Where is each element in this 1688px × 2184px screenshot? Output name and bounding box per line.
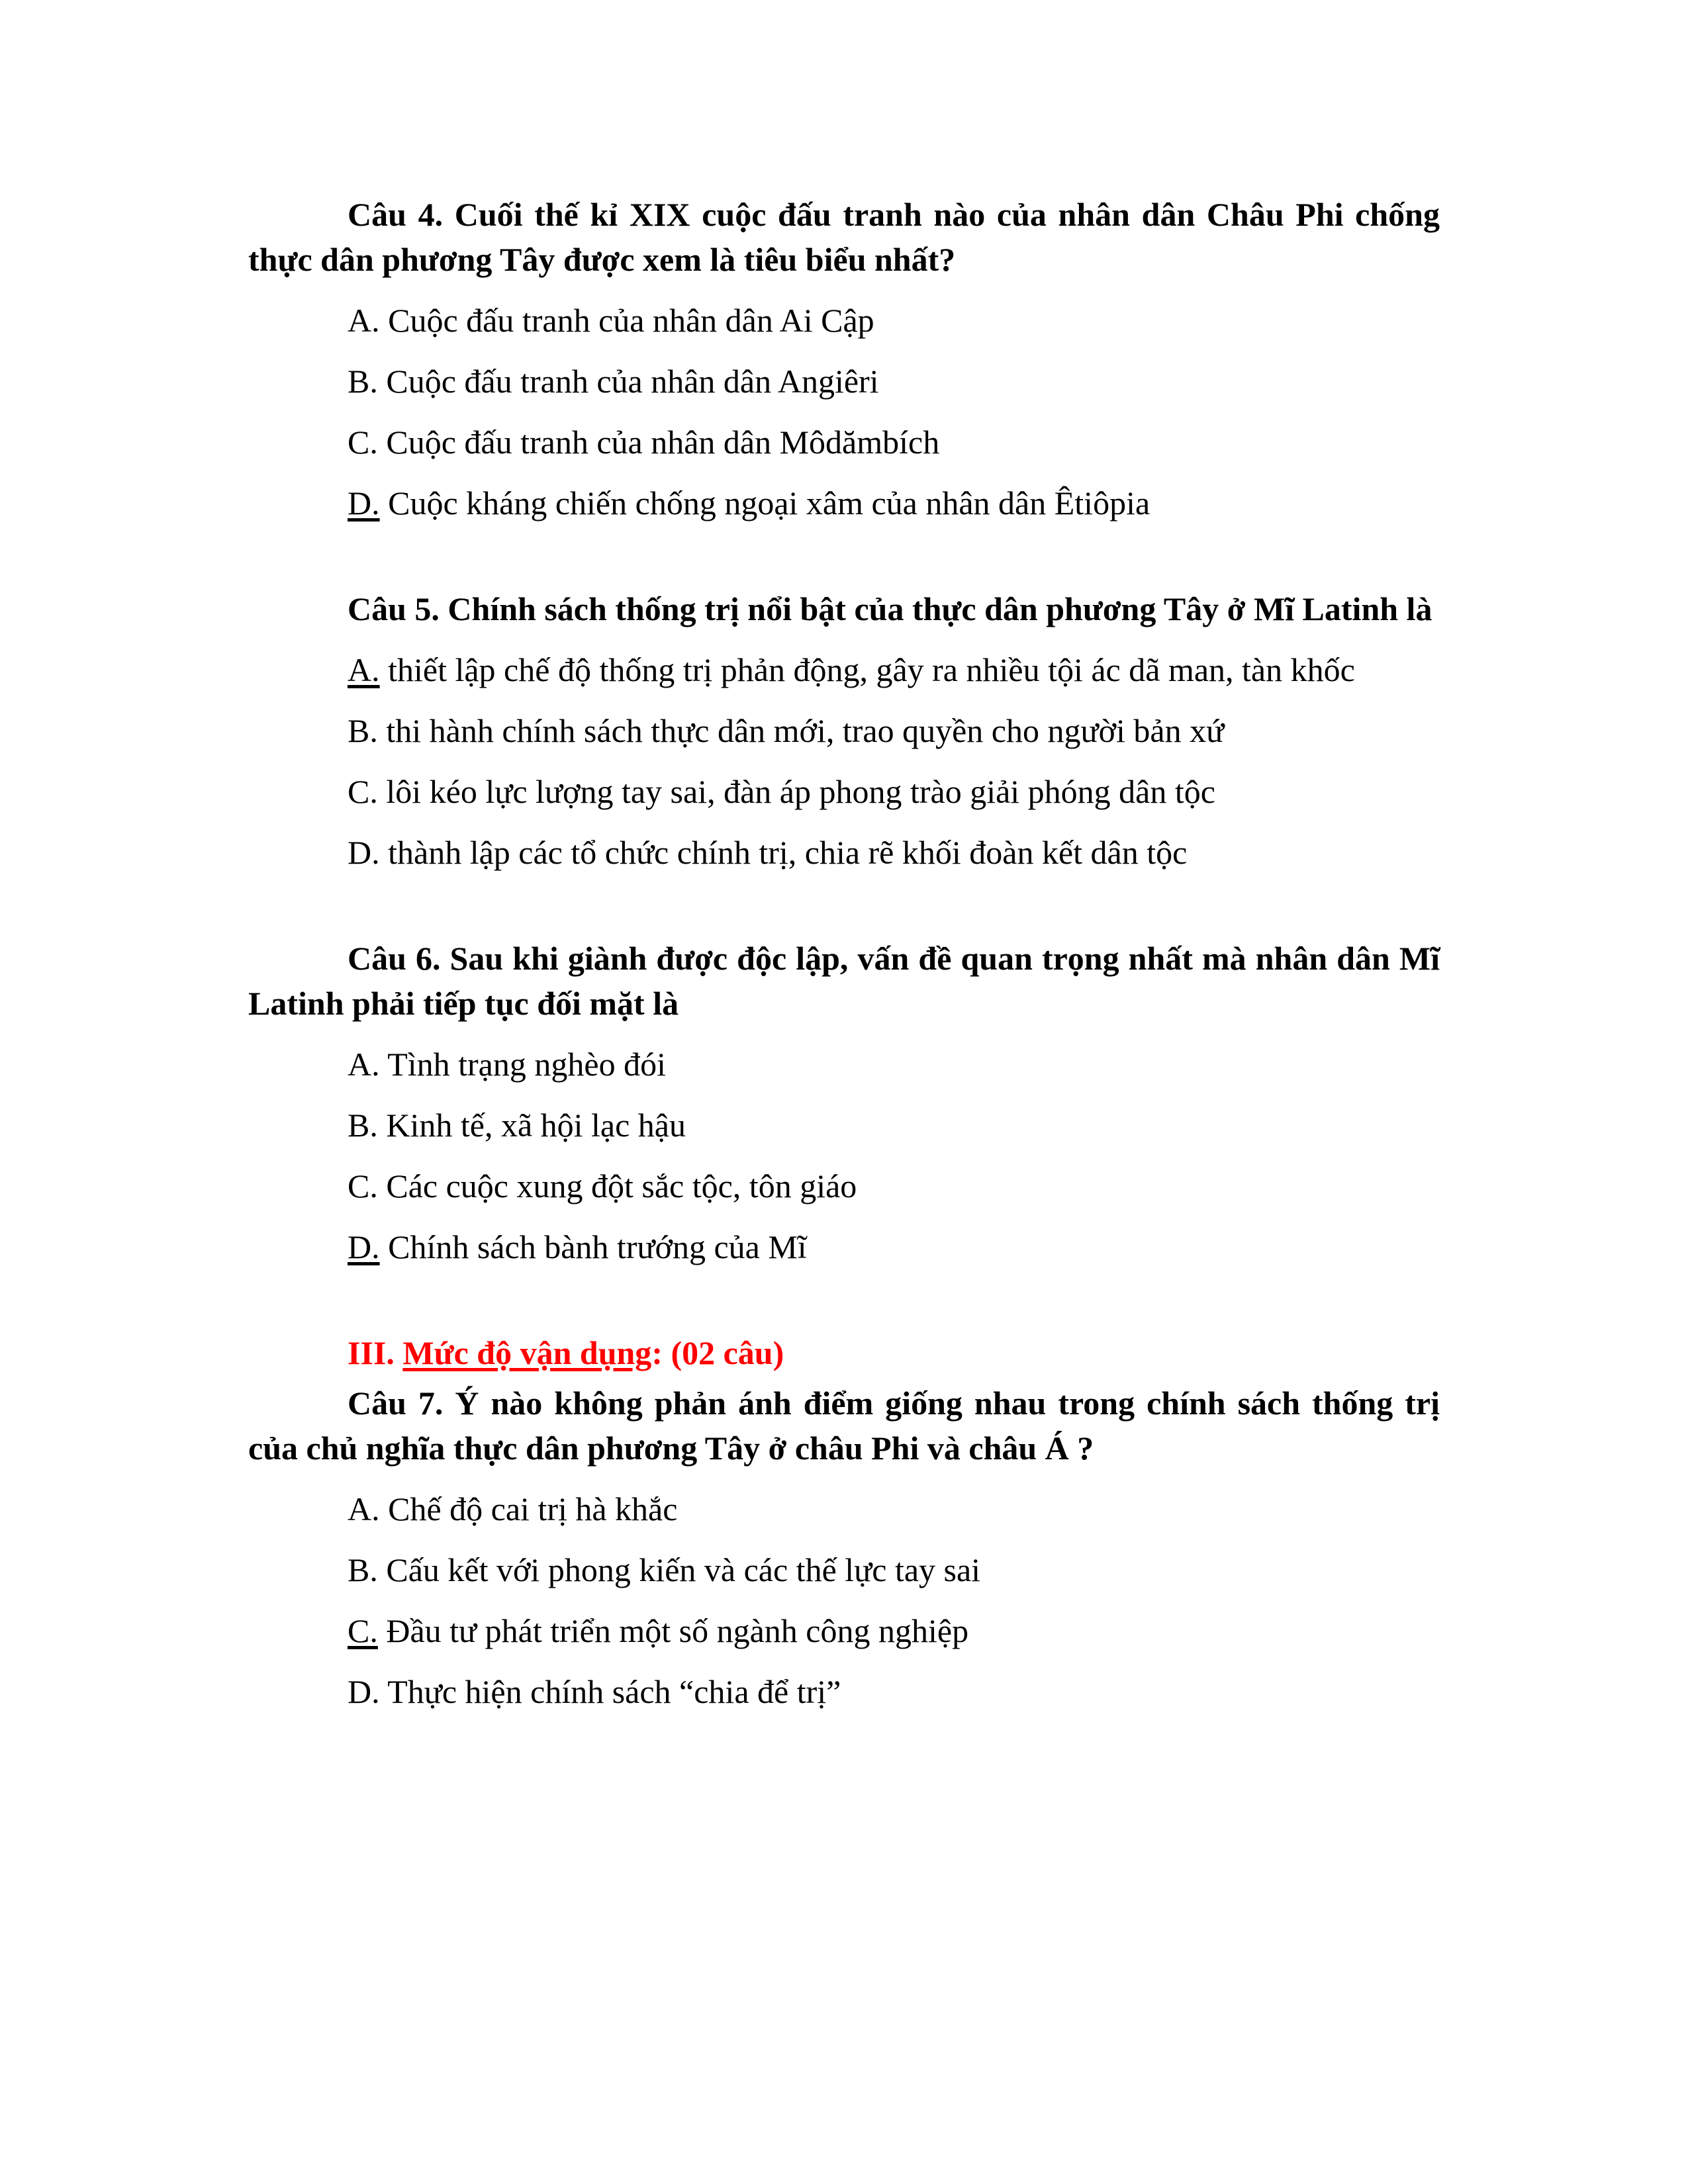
question-7-option-b[interactable] [248, 1547, 1440, 1592]
section-label: Mức độ vận dụng [402, 1334, 652, 1371]
option-text: Chính sách bành trướng của Mĩ [379, 1228, 807, 1265]
option-text: thi hành chính sách thực dân mới, trao quyền cho người bản xứ [377, 712, 1225, 749]
question-6-title: Câu 6. Sau khi giành được độc lập, vấn đề quan trọng nhất mà nhân dân Mĩ Latinh phải tiếp tục đối mặt là [248, 940, 1440, 1022]
correct-option-letter: D. [348, 1228, 380, 1265]
question-6-option-d[interactable] [248, 1224, 1440, 1269]
question-5-option-b[interactable] [248, 708, 1440, 753]
question-5-option-d[interactable] [248, 830, 1440, 875]
question-5-option-c[interactable] [248, 769, 1440, 814]
option-letter: C. [348, 1167, 378, 1205]
option-letter: B. [348, 1107, 378, 1144]
option-text: Kinh tế, xã hội lạc hậu [377, 1107, 686, 1144]
correct-option-letter: D. [348, 484, 380, 522]
correct-option-letter: C. [348, 1612, 378, 1649]
option-letter: A. [348, 1490, 380, 1527]
question-6-option-b[interactable] [248, 1103, 1440, 1148]
option-text: Tình trạng nghèo đói [379, 1046, 666, 1083]
section-iii [248, 1330, 1440, 1714]
question-7-option-d[interactable] [248, 1669, 1440, 1714]
question-6 [248, 936, 1440, 1269]
option-letter: C. [348, 424, 378, 461]
question-7-option-a[interactable] [248, 1486, 1440, 1531]
option-text: thành lập các tổ chức chính trị, chia rẽ khối đoàn kết dân tộc [379, 834, 1188, 871]
question-7-option-c[interactable] [248, 1608, 1440, 1653]
question-6-option-c[interactable] [248, 1163, 1440, 1208]
question-5-title: Câu 5. Chính sách thống trị nổi bật của thực dân phương Tây ở Mĩ Latinh là [348, 590, 1432, 627]
question-7-title: Câu 7. Ý nào không phản ánh điểm giống nhau trong chính sách thống trị của chủ nghĩa thực dân phương Tây ở châu Phi và châu Á ? [248, 1385, 1440, 1467]
section-suffix: : (02 câu) [651, 1334, 784, 1371]
option-text: Cấu kết với phong kiến và các thế lực tay sai [377, 1551, 981, 1588]
option-text: Đầu tư phát triển một số ngành công nghiệp [377, 1612, 969, 1649]
question-4-option-d[interactable] [248, 480, 1440, 525]
option-letter: A. [348, 302, 380, 339]
option-text: Các cuộc xung đột sắc tộc, tôn giáo [377, 1167, 857, 1205]
question-5-option-a[interactable] [248, 647, 1440, 692]
question-4-title: Câu 4. Cuối thế kỉ XIX cuộc đấu tranh nào của nhân dân Châu Phi chống thực dân phương Tây được xem là tiêu biểu nhất? [248, 196, 1440, 278]
option-letter: D. [348, 1673, 380, 1710]
option-text: lôi kéo lực lượng tay sai, đàn áp phong trào giải phóng dân tộc [377, 773, 1215, 810]
option-text: thiết lập chế độ thống trị phản động, gây ra nhiều tội ác dã man, tàn khốc [379, 651, 1355, 688]
section-numeral: III. [348, 1334, 403, 1371]
option-letter: B. [348, 712, 378, 749]
spacer [248, 525, 1440, 586]
question-5 [248, 586, 1440, 875]
document-page [248, 192, 1440, 1714]
question-4 [248, 192, 1440, 525]
option-text: Cuộc đấu tranh của nhân dân Môdămbích [377, 424, 940, 461]
question-7 [248, 1381, 1440, 1714]
option-letter: B. [348, 363, 378, 400]
option-text: Cuộc kháng chiến chống ngoại xâm của nhân dân Êtiôpia [379, 484, 1150, 522]
option-text: Chế độ cai trị hà khắc [379, 1490, 678, 1527]
option-text: Cuộc đấu tranh của nhân dân Angiêri [377, 363, 879, 400]
correct-option-letter: A. [348, 651, 380, 688]
question-4-option-a[interactable] [248, 298, 1440, 343]
option-text: Cuộc đấu tranh của nhân dân Ai Cập [379, 302, 874, 339]
option-text: Thực hiện chính sách “chia để trị” [379, 1673, 841, 1710]
option-letter: B. [348, 1551, 378, 1588]
option-letter: C. [348, 773, 378, 810]
spacer [248, 1269, 1440, 1330]
question-6-option-a[interactable] [248, 1042, 1440, 1087]
question-4-option-b[interactable] [248, 359, 1440, 404]
question-4-option-c[interactable] [248, 420, 1440, 465]
section-heading [248, 1330, 1440, 1375]
option-letter: A. [348, 1046, 380, 1083]
spacer [248, 875, 1440, 936]
option-letter: D. [348, 834, 380, 871]
